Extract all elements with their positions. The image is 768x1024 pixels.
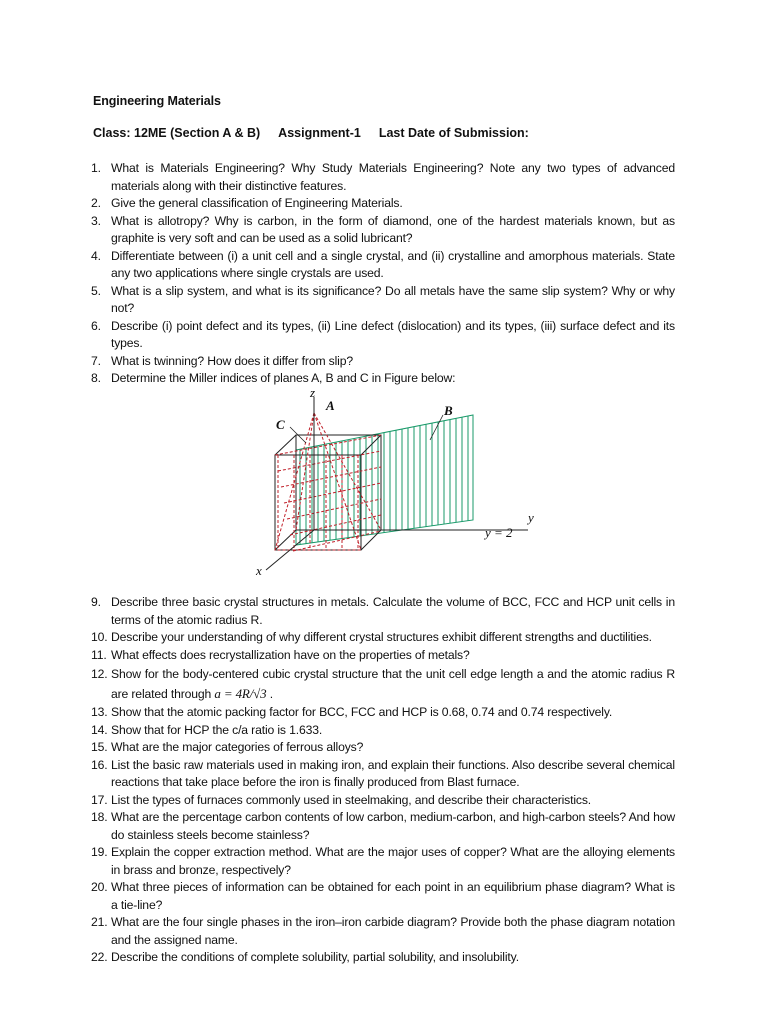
question-text: List the types of furnaces commonly used in steelmaking, and describe their characteristics. — [111, 792, 592, 807]
assignment-label: Assignment-1 — [278, 126, 361, 140]
question-item — [0, 792, 675, 810]
submission-label: Last Date of Submission: — [378, 126, 529, 140]
question-item — [0, 879, 675, 914]
plane-label-c: C — [276, 417, 285, 432]
question-text: What are the percentage carbon contents of low carbon, medium-carbon, and high-carbon steels? And how do stainless steels become stainless? — [111, 810, 675, 842]
question-number: 5. — [91, 283, 101, 298]
question-number: 17. — [91, 792, 108, 807]
question-text: Show that the atomic packing factor for BCC, FCC and HCP is 0.68, 0.74 and 0.74 respectively. — [111, 705, 613, 719]
question-item — [0, 213, 675, 248]
question-text: Show that for HCP the c/a ratio is 1.633. — [111, 722, 323, 737]
question-number: 1. — [91, 161, 101, 175]
question-item — [0, 664, 675, 704]
document-title: Engineering Materials — [93, 94, 221, 108]
question-item — [0, 594, 675, 629]
axis-label-y: y — [528, 510, 534, 525]
plane-c-hatch — [275, 435, 381, 455]
question-item — [0, 160, 675, 195]
question-number: 10. — [91, 630, 108, 644]
question-item — [0, 809, 675, 844]
question-text: Differentiate between (i) a unit cell and a single crystal, and (ii) crystalline and amorphous materials. State any two applications where single crystals are used. — [111, 248, 675, 280]
axis-label-y-equals-2: y = 2 — [485, 525, 513, 540]
question-number: 4. — [91, 248, 101, 263]
question-number: 14. — [91, 722, 108, 737]
question-list-part-2 — [0, 594, 768, 967]
question-item — [0, 914, 675, 949]
question-number: 16. — [91, 757, 108, 772]
question-text: What is Materials Engineering? Why Study Materials Engineering? Note any two types of advanced materials along with their distinctive features. — [111, 161, 675, 193]
question-number: 3. — [91, 213, 101, 228]
question-item — [0, 283, 675, 318]
question-item — [0, 647, 675, 665]
axis-label-x: x — [256, 563, 262, 578]
question-text: List the basic raw materials used in making iron, and explain their functions. Also describe several chemical reactions that take place before the iron is finally produced from Blast furnace. — [111, 757, 675, 789]
question-number: 8. — [91, 371, 101, 385]
question-number: 2. — [91, 196, 101, 210]
question-tail: . — [266, 687, 273, 701]
question-item — [0, 722, 675, 740]
plane-label-b: B — [444, 403, 453, 418]
question-number: 20. — [91, 880, 108, 894]
question-list-part-1 — [0, 160, 768, 388]
question-text: What three pieces of information can be obtained for each point in an equilibrium phase diagram? What is a tie-line? — [111, 880, 675, 912]
class-label: Class: 12ME (Section A & B) — [93, 126, 261, 140]
question-text: What effects does recrystallization have on the properties of metals? — [111, 647, 470, 662]
question-item — [0, 739, 675, 757]
question-number: 11. — [91, 647, 107, 662]
question-item — [0, 195, 675, 213]
plane-c-hatch — [287, 499, 381, 519]
question-number: 12. — [91, 667, 108, 681]
question-number: 6. — [91, 318, 101, 333]
question-text: Show for the body-centered cubic crystal structure that the unit cell edge length a and the atomic radius R are related through — [111, 667, 675, 701]
question-text: What is allotropy? Why is carbon, in the form of diamond, one of the hardest materials known, but as graphite is very soft and can be used as a solid lubricant? — [111, 213, 675, 245]
question-text: What is a slip system, and what is its significance? Do all metals have the same slip system? Why or why not? — [111, 283, 675, 315]
formula: a = 4R/√3 — [214, 686, 267, 701]
question-text: What is twinning? How does it differ from slip? — [111, 353, 353, 368]
question-item — [0, 704, 675, 722]
question-text: Determine the Miller indices of planes A, B and C in Figure below: — [111, 371, 456, 385]
question-item — [0, 248, 675, 283]
question-text: Describe (i) point defect and its types, (ii) Line defect (dislocation) and its types, (iii) surface defect and its types. — [111, 318, 675, 350]
question-text: Describe your understanding of why different crystal structures exhibit different strengths and ductilities. — [111, 630, 652, 644]
question-number: 15. — [91, 740, 108, 754]
miller-indices-figure — [248, 385, 548, 580]
question-text: Describe three basic crystal structures in metals. Calculate the volume of BCC, FCC and HCP unit cells in terms of the atomic radius R. — [111, 595, 675, 627]
axis-label-z: z — [310, 385, 316, 400]
question-number: 19. — [91, 845, 108, 859]
question-number: 21. — [91, 915, 108, 929]
question-item — [0, 353, 675, 371]
question-text: Explain the copper extraction method. What are the major uses of copper? What are the alloying elements in brass and bronze, respectively? — [111, 845, 675, 877]
plane-a — [275, 413, 381, 550]
question-item — [0, 949, 675, 967]
question-item — [0, 629, 675, 647]
question-item — [0, 318, 675, 353]
question-number: 22. — [91, 950, 108, 964]
question-item — [0, 844, 675, 879]
plane-label-a: A — [326, 398, 335, 413]
question-text: What are the four single phases in the iron–iron carbide diagram? Provide both the phase diagram notation and the assigned name. — [111, 915, 675, 947]
question-text: Give the general classification of Engineering Materials. — [111, 196, 403, 210]
question-number: 9. — [91, 595, 101, 609]
question-item — [0, 757, 675, 792]
question-text: What are the major categories of ferrous alloys? — [111, 740, 364, 754]
question-number: 13. — [91, 705, 108, 719]
question-text: Describe the conditions of complete solubility, partial solubility, and insolubility. — [111, 950, 519, 964]
question-number: 18. — [91, 810, 108, 824]
question-number: 7. — [91, 353, 101, 368]
class-line — [93, 126, 547, 140]
